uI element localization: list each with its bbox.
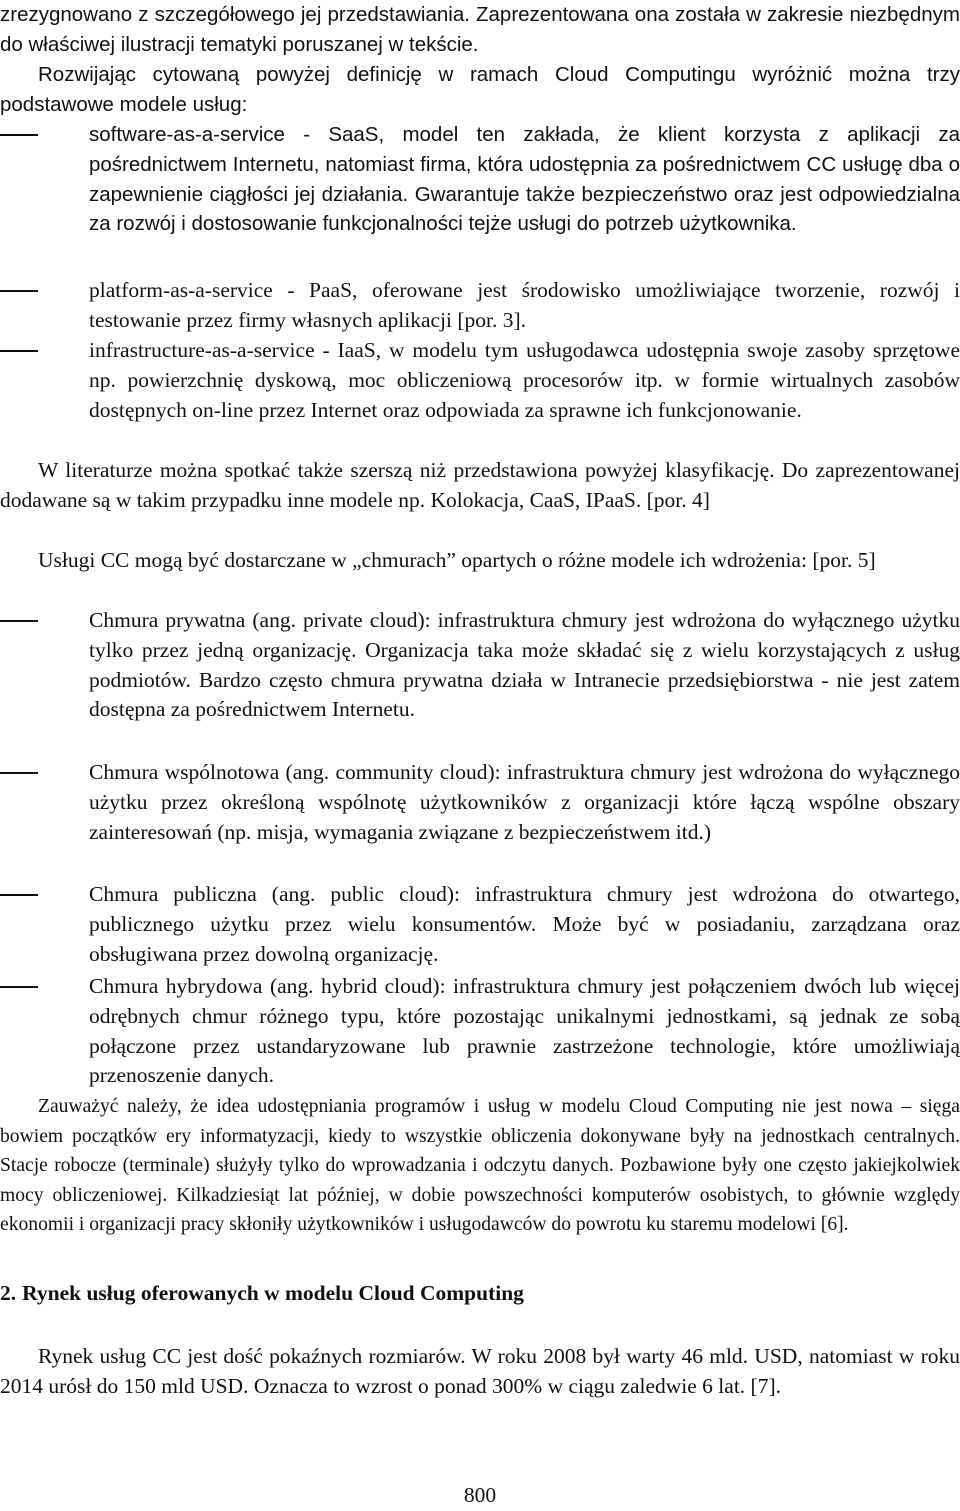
list-item-iaas xyxy=(0,336,960,425)
list-item-text: Chmura prywatna (ang. private cloud): infrastruktura chmury jest wdrożona do wyłącznego użytku tylko przez jedną organizację. Organizacja taka może składać się z wielu korzystających z usług podmiotów. Bardzo często chmura prywatna działa w Intranecie przedsiębiorstwa - nie jest zatem dostępna za pośrednictwem Internetu. xyxy=(89,608,960,722)
dash-bullet xyxy=(0,620,38,622)
list-item-paas xyxy=(0,276,960,336)
list-item-public-cloud xyxy=(0,880,960,969)
paragraph-history-note: Zauważyć należy, że idea udostępniania programów i usług w modelu Cloud Computing nie jest nowa – sięga bowiem początków ery informatyzacji, kiedy to wszystkie obliczenia dokonywane były na jednostkach centralnych. Stacje robocze (terminale) służyły tylko do wprowadzania i odczytu danych. Pozbawione były one często jakiejkolwiek mocy obliczeniowej. Kilkadziesiąt lat później, w dobie powszechności komputerów osobistych, to głównie względy ekonomii i organizacji pracy skłoniły użytkowników i usługodawców do powrotu ku staremu modelowi [6]. xyxy=(0,1096,960,1236)
section-heading xyxy=(0,1279,524,1309)
list-item-community-cloud xyxy=(0,758,960,847)
paragraph-intro-end: zrezygnowano z szczegółowego jej przedstawiania. Zaprezentowana ona została w zakresie niezbędnym do właściwej ilustracji tematyki poruszanej w tekście. xyxy=(0,3,960,56)
paragraph-market-size: Rynek usług CC jest dość pokaźnych rozmiarów. W roku 2008 był warty 46 mld. USD, natomiast w roku 2014 urósł do 150 mld USD. Oznacza to wzrost o ponad 300% w ciągu zaledwie 6 lat. [7]. xyxy=(0,1344,960,1398)
list-item-text: software-as-a-service - SaaS, model ten zakłada, że klient korzysta z aplikacji za pośrednictwem Internetu, natomiast firma, która udostępnia za pośrednictwem CC usługę dba o zapewnienie ciągłości jej działania. Gwarantuje także bezpieczeństwo oraz jest odpowiedzialna za rozwój i dostosowanie funkcjonalności tejże usługi do potrzeb użytkownika. xyxy=(89,123,960,236)
dash-bullet xyxy=(0,350,38,352)
list-item-text: platform-as-a-service - PaaS, oferowane jest środowisko umożliwiające tworzenie, rozwój i testowanie przez firmy własnych aplikacji [por. 3]. xyxy=(89,278,960,332)
section-title: Rynek usług oferowanych w modelu Cloud Computing xyxy=(22,1281,524,1305)
dash-bullet xyxy=(0,894,38,896)
section-number: 2. xyxy=(0,1281,17,1305)
list-item-text: Chmura publiczna (ang. public cloud): infrastruktura chmury jest wdrożona do otwartego, publicznego użytku przez wielu konsumentów. Może być w posiadaniu, zarządzana oraz obsługiwana przez dowolną organizację. xyxy=(89,882,960,966)
dash-bullet xyxy=(0,290,38,292)
page-number: 800 xyxy=(463,1483,497,1507)
list-item-text: infrastructure-as-a-service - IaaS, w modelu tym usługodawca udostępnia swoje zasoby sprzętowe np. powierzchnię dyskową, moc obliczeniową procesorów itp. w formie wirtualnych zasobów dostępnych on-line przez Internet oraz odpowiada za sprawne ich funkcjonowanie. xyxy=(89,338,960,422)
list-item-text: Chmura wspólnotowa (ang. community cloud): infrastruktura chmury jest wdrożona do wyłącznego użytku przez określoną wspólnotę użytkowników z organizacji które łączą wspólne obszary zainteresowań (np. misja, wymagania związane z bezpieczeństwem itd.) xyxy=(89,760,960,844)
paragraph-extended-classification: W literaturze można spotkać także szerszą niż przedstawiona powyżej klasyfikację. Do zaprezentowanej dodawane są w takim przypadku inne modele np. Kolokacja, CaaS, IPaaS. [por. 4] xyxy=(0,458,960,512)
list-item-text: Chmura hybrydowa (ang. hybrid cloud): infrastruktura chmury jest połączeniem dwóch lub więcej odrębnych chmur różnego typu, które pozostając unikalnymi jednostkami, są jednak ze sobą połączone przez ustandaryzowane lub prawnie zastrzeżone technologie, które umożliwiają przenoszenie danych. xyxy=(89,974,960,1088)
paragraph-deployment-intro: Usługi CC mogą być dostarczane w „chmurach” opartych o różne modele ich wdrożenia: [por. 5] xyxy=(38,548,876,572)
dash-bullet xyxy=(0,772,38,774)
dash-bullet xyxy=(0,986,38,988)
dash-bullet xyxy=(0,134,38,136)
list-item-hybrid-cloud xyxy=(0,972,960,1091)
paragraph-service-models-intro: Rozwijając cytowaną powyżej definicję w ramach Cloud Computingu wyróżnić można trzy podstawowe modele usług: xyxy=(0,63,960,116)
list-item-saas xyxy=(0,120,960,239)
list-item-private-cloud xyxy=(0,606,960,725)
